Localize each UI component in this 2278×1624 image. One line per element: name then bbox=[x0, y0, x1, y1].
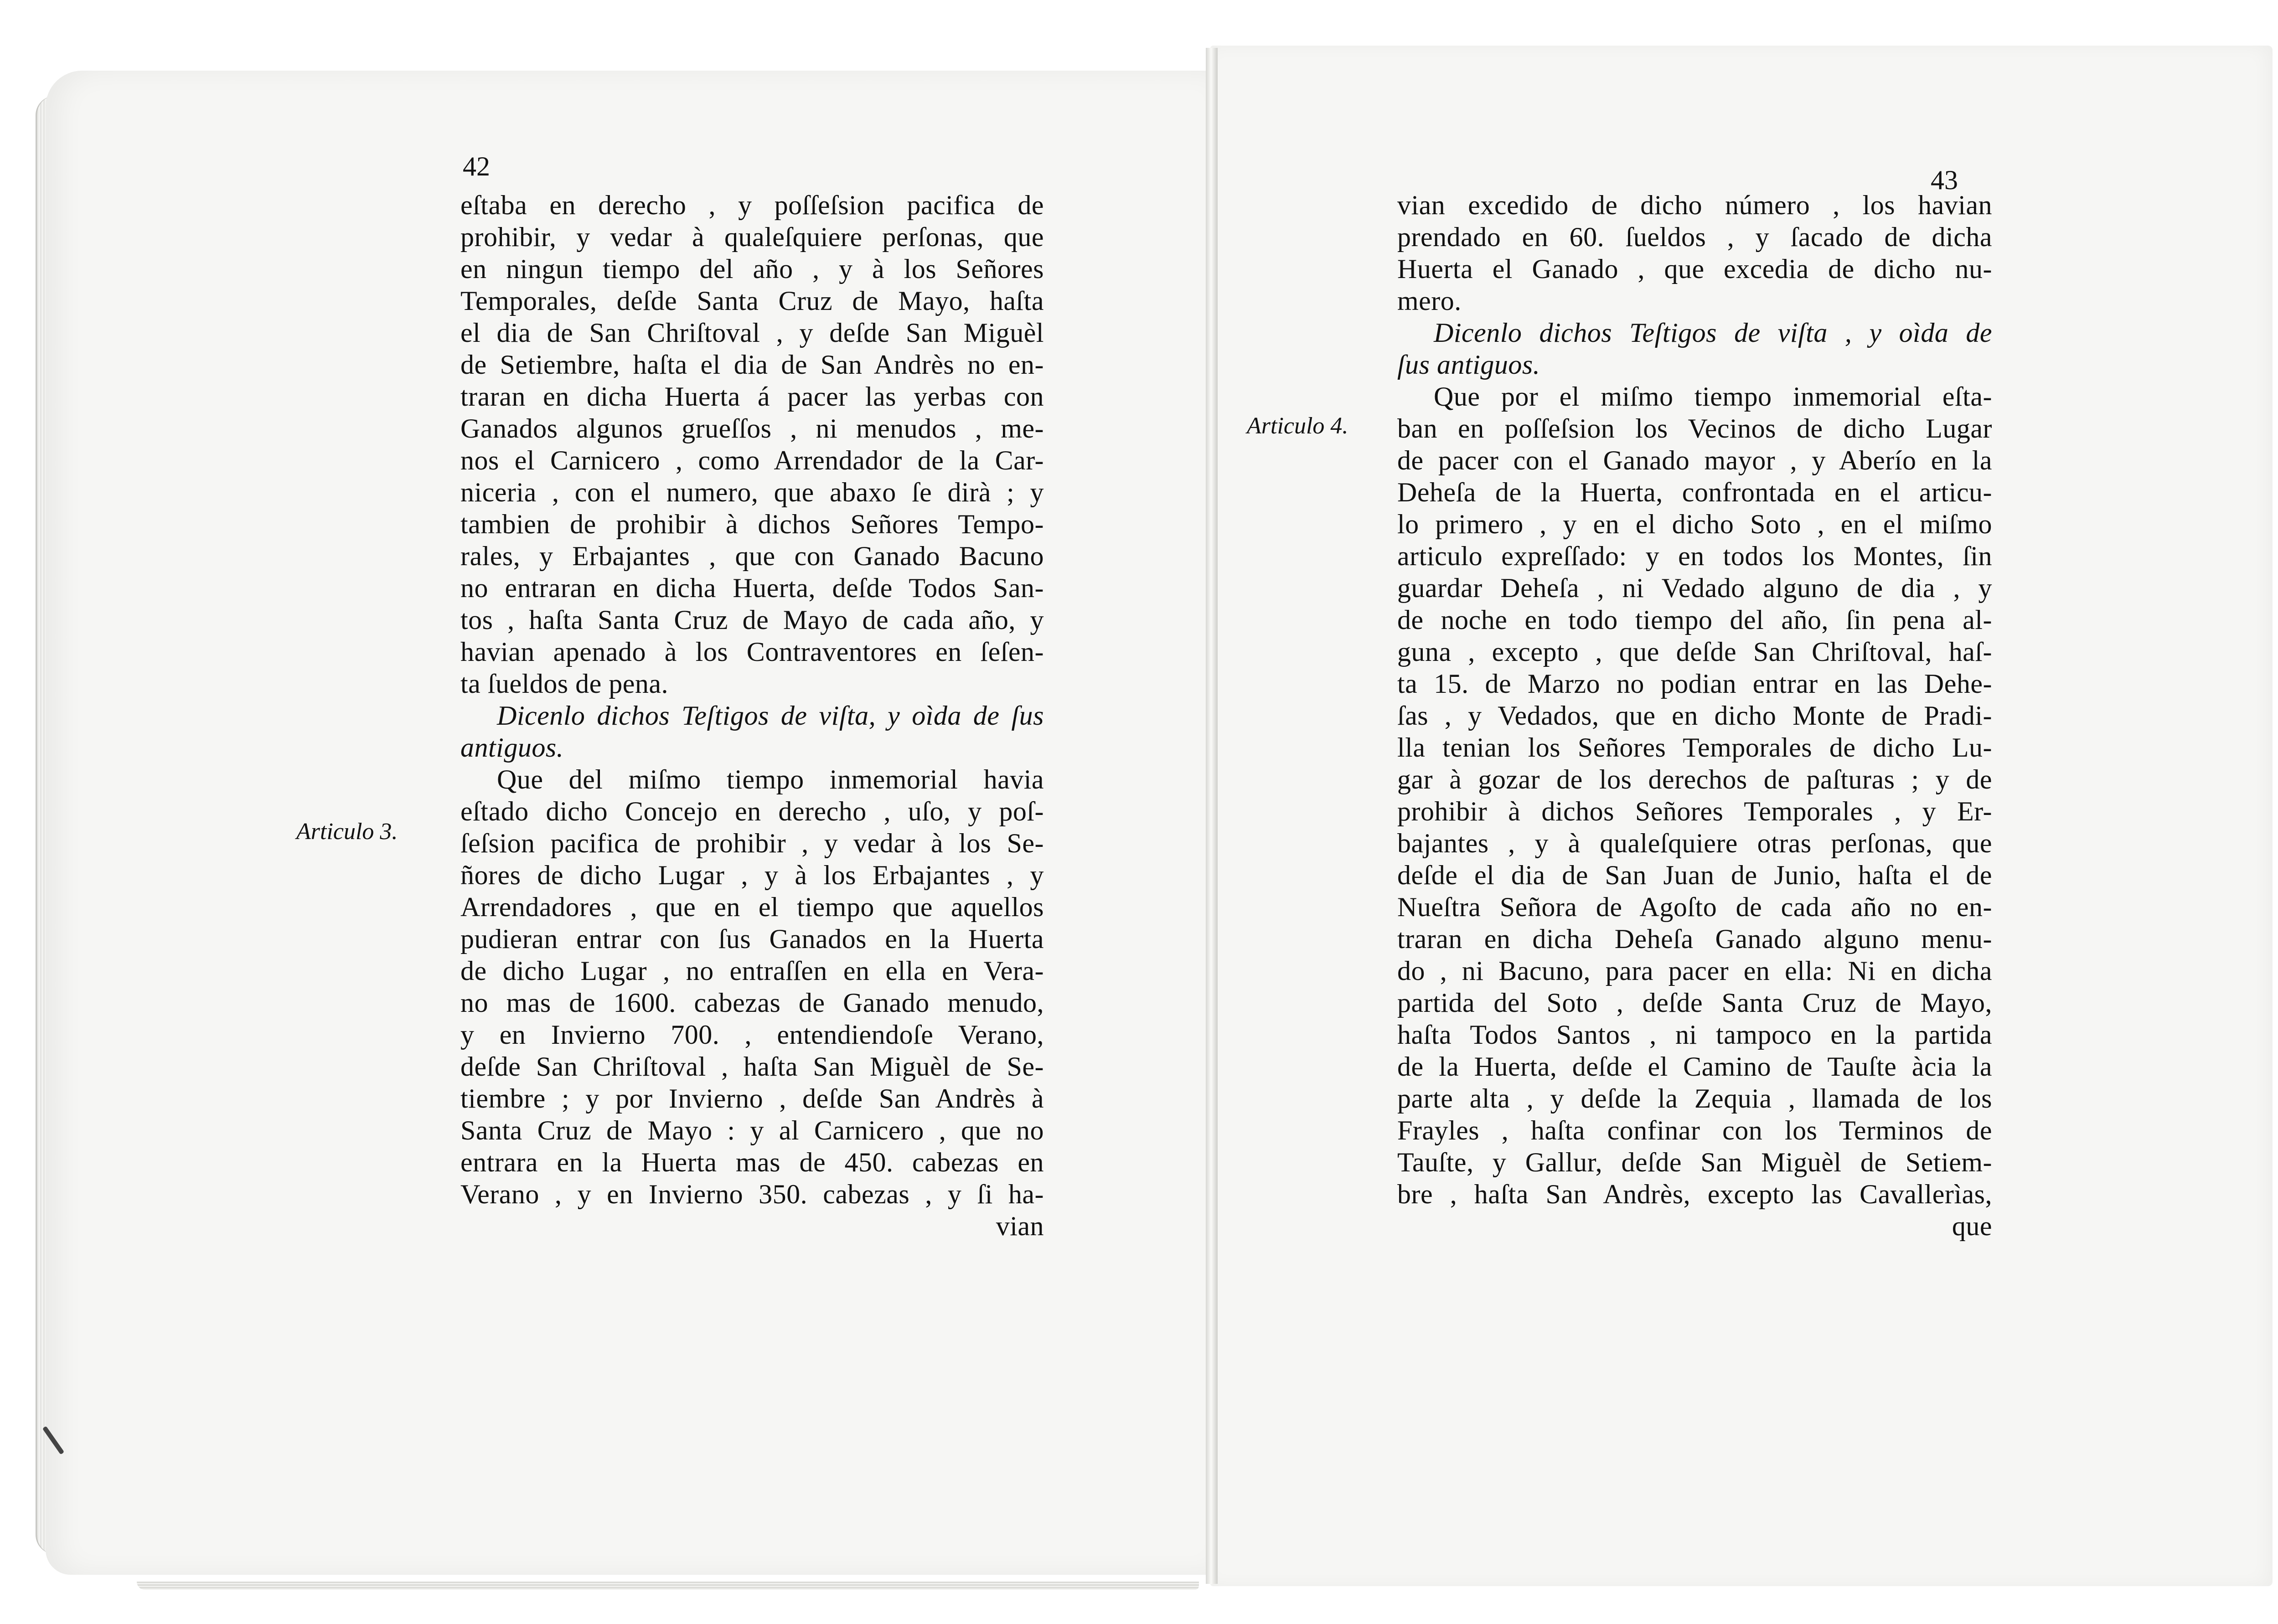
text-line: tambien de prohibir à dichos Señores Tempo- bbox=[460, 509, 1044, 539]
text-line: haſta Todos Santos , ni tampoco en la partida bbox=[1397, 1020, 1992, 1050]
text-line: partida del Soto , deſde Santa Cruz de Mayo, bbox=[1397, 988, 1992, 1018]
text-line: de pacer con el Ganado mayor , y Aberío en la bbox=[1397, 445, 1992, 475]
text-line: Ganados algunos grueſſos , ni menudos , me- bbox=[460, 413, 1044, 443]
text-line: Santa Cruz de Mayo : y al Carnicero , que no bbox=[460, 1115, 1044, 1145]
text-line: articulo expreſſado: y en todos los Montes, ſin bbox=[1397, 541, 1992, 571]
text-line: ta ſueldos de pena. bbox=[460, 669, 669, 699]
text-line: Tauſte, y Gallur, deſde San Miguèl de Setiem- bbox=[1397, 1147, 1992, 1177]
text-line: eſtado dicho Concejo en derecho , uſo, y poſ- bbox=[460, 796, 1044, 826]
text-line: Temporales, deſde Santa Cruz de Mayo, haſta bbox=[460, 286, 1044, 316]
text-line: Nueſtra Señora de Agoſto de cada año no en- bbox=[1397, 892, 1992, 922]
text-line: de la Huerta, deſde el Camino de Tauſte àcia la bbox=[1397, 1052, 1992, 1082]
text-line: Verano , y en Invierno 350. cabezas , y ſi ha- bbox=[460, 1179, 1044, 1209]
text-line: havian apenado à los Contraventores en ſeſen- bbox=[460, 637, 1044, 667]
text-line: Frayles , haſta confinar con los Terminos de bbox=[1397, 1115, 1992, 1145]
text-line: bre , haſta San Andrès, excepto las Cavallerìas, bbox=[1397, 1179, 1992, 1209]
left-margin-note: Articulo 3. bbox=[296, 819, 398, 845]
text-line: guna , excepto , que deſde San Chriſtoval, haſ- bbox=[1397, 637, 1992, 667]
text-line: deſde el dia de San Juan de Junio, haſta el de bbox=[1397, 860, 1992, 890]
left-page-number: 42 bbox=[463, 151, 490, 181]
text-line: en ningun tiempo del año , y à los Señores bbox=[460, 254, 1044, 284]
text-line: Que por el miſmo tiempo inmemorial eſta- bbox=[1434, 382, 1992, 412]
text-line: ſas , y Vedados, que en dicho Monte de Pradi- bbox=[1397, 701, 1992, 731]
text-line: niceria , con el numero, que abaxo ſe dirà ; y bbox=[460, 477, 1044, 507]
text-line: Que del miſmo tiempo inmemorial havia bbox=[497, 764, 1044, 794]
text-line: prohibir à dichos Señores Temporales , y Er- bbox=[1397, 796, 1992, 826]
text-line: traran en dicha Deheſa Ganado alguno menu- bbox=[1397, 924, 1992, 954]
page-bottom-edge bbox=[137, 1582, 1199, 1590]
text-line: nos el Carnicero , como Arrendador de la Car- bbox=[460, 445, 1044, 475]
text-line: Deheſa de la Huerta, confrontada en el articu- bbox=[1397, 477, 1992, 507]
text-line: rales, y Erbajantes , que con Ganado Bacuno bbox=[460, 541, 1044, 571]
text-line: el dia de San Chriſtoval , y deſde San Miguèl bbox=[460, 318, 1044, 348]
text-line: traran en dicha Huerta á pacer las yerbas con bbox=[460, 382, 1044, 412]
text-line: no mas de 1600. cabezas de Ganado menudo, bbox=[460, 988, 1044, 1018]
text-line: eſtaba en derecho , y poſſeſsion pacifica de bbox=[460, 190, 1044, 220]
text-line: entrara en la Huerta mas de 450. cabezas en bbox=[460, 1147, 1044, 1177]
text-line: no entraran en dicha Huerta, deſde Todos San- bbox=[460, 573, 1044, 603]
text-line: do , ni Bacuno, para pacer en ella: Ni en dicha bbox=[1397, 956, 1992, 986]
text-line: ta 15. de Marzo no podian entrar en las Dehe- bbox=[1397, 669, 1992, 699]
text-line: bajantes , y à qualeſquiere otras perſonas, que bbox=[1397, 828, 1992, 858]
witness-line: ſus antiguos. bbox=[1397, 350, 1540, 380]
catchword: vian bbox=[996, 1211, 1044, 1241]
witness-line: antiguos. bbox=[460, 732, 564, 763]
text-line: vian excedido de dicho número , los havian bbox=[1397, 190, 1992, 220]
right-page-number: 43 bbox=[1931, 165, 1958, 195]
text-line: ñores de dicho Lugar , y à los Erbajantes , y bbox=[460, 860, 1044, 890]
text-line: prohibir, y vedar à qualeſquiere perſonas, que bbox=[460, 222, 1044, 252]
catchword: que bbox=[1952, 1211, 1992, 1241]
text-line: parte alta , y deſde la Zequia , llamada de los bbox=[1397, 1083, 1992, 1114]
text-line: de dicho Lugar , no entraſſen en ella en Vera- bbox=[460, 956, 1044, 986]
text-line: pudieran entrar con ſus Ganados en la Huerta bbox=[460, 924, 1044, 954]
text-line: ſeſsion pacifica de prohibir , y vedar à los Se- bbox=[460, 828, 1044, 858]
text-line: de noche en todo tiempo del año, ſin pena al- bbox=[1397, 605, 1992, 635]
text-line: Huerta el Ganado , que excedia de dicho nu- bbox=[1397, 254, 1992, 284]
text-line: gar à gozar de los derechos de paſturas ; y de bbox=[1397, 764, 1992, 794]
book-gutter bbox=[1206, 48, 1218, 1584]
text-line: de Setiembre, haſta el dia de San Andrès no en- bbox=[460, 350, 1044, 380]
text-line: Arrendadores , que en el tiempo que aquellos bbox=[460, 892, 1044, 922]
text-line: ban en poſſeſsion los Vecinos de dicho Lugar bbox=[1397, 413, 1992, 443]
text-line: lla tenian los Señores Temporales de dicho Lu- bbox=[1397, 732, 1992, 763]
right-margin-note: Articulo 4. bbox=[1247, 413, 1348, 439]
text-line: y en Invierno 700. , entendiendoſe Verano, bbox=[460, 1020, 1044, 1050]
witness-line: Dicenlo dichos Teſtigos de viſta, y oìda de ſus bbox=[497, 701, 1044, 731]
text-line: deſde San Chriſtoval , haſta San Miguèl de Se- bbox=[460, 1052, 1044, 1082]
text-line: tiembre ; y por Invierno , deſde San Andrès à bbox=[460, 1083, 1044, 1114]
witness-line: Dicenlo dichos Teſtigos de viſta , y oìda de bbox=[1434, 318, 1992, 348]
text-line: guardar Deheſa , ni Vedado alguno de dia , y bbox=[1397, 573, 1992, 603]
text-line: tos , haſta Santa Cruz de Mayo de cada año, y bbox=[460, 605, 1044, 635]
left-text-column bbox=[460, 189, 1044, 1242]
text-line: mero. bbox=[1397, 286, 1462, 316]
right-text-column bbox=[1397, 189, 1992, 1242]
text-line: lo primero , y en el dicho Soto , en el miſmo bbox=[1397, 509, 1992, 539]
text-line: prendado en 60. ſueldos , y ſacado de dicha bbox=[1397, 222, 1992, 252]
